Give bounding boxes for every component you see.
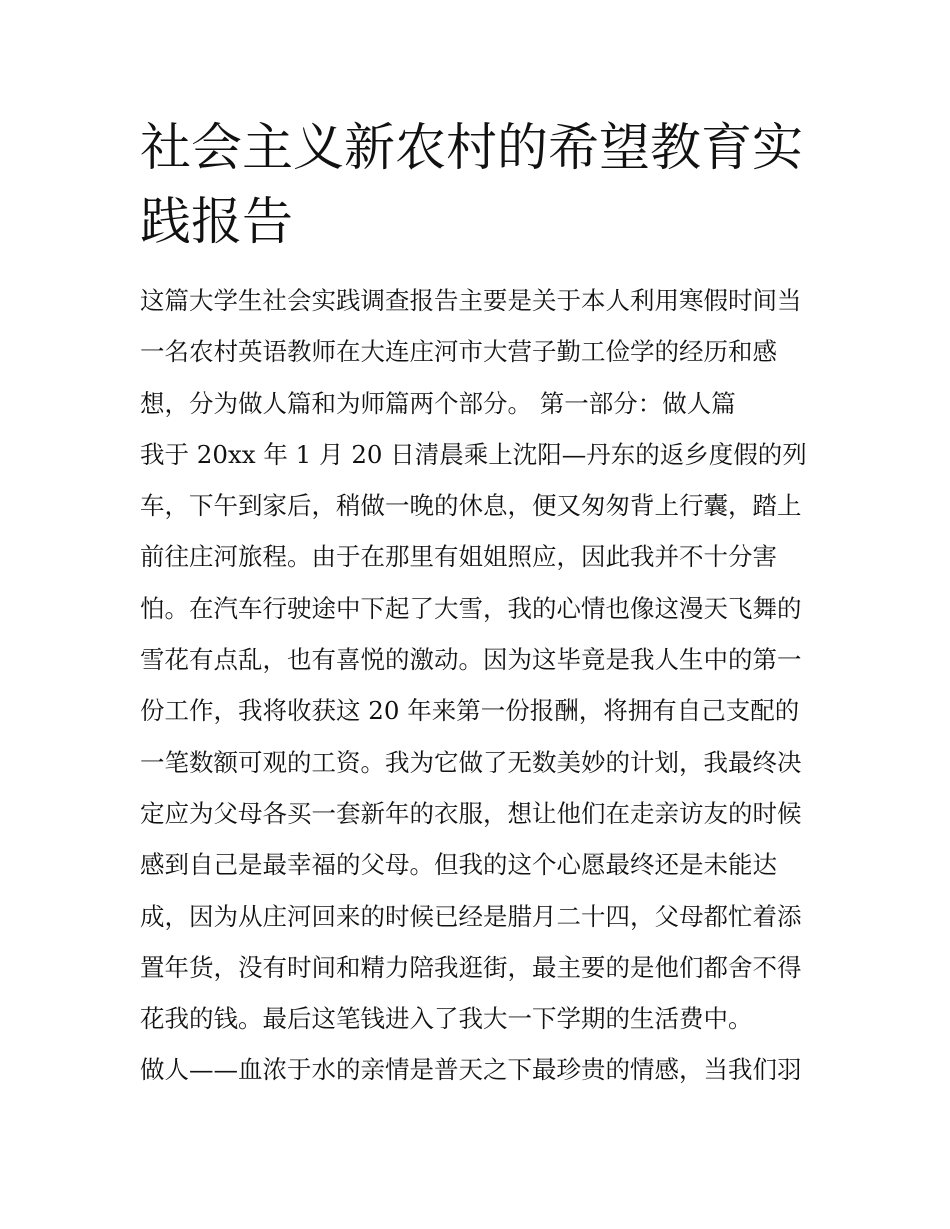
body-line: 车，下午到家后，稍做一晚的休息，便又匆匆背上行囊，踏上 [140, 491, 802, 521]
body-line: 我于 20xx 年 1 月 20 日清晨乘上沈阳—丹东的返乡度假的列 [140, 439, 807, 469]
body-line: 置年货，没有时间和精力陪我逛街，最主要的是他们都舍不得 [140, 952, 802, 982]
body-line: 一名农村英语教师在大连庄河市大营子勤工俭学的经历和感 [140, 337, 777, 367]
body-line: 花我的钱。最后这笔钱进入了我大一下学期的生活费中。 [140, 1004, 753, 1034]
body-line: 份工作，我将收获这 20 年来第一份报酬，将拥有自己支配的 [140, 696, 800, 726]
body-line: 雪花有点乱，也有喜悦的激动。因为这毕竟是我人生中的第一 [140, 645, 802, 675]
title-line-1: 社会主义新农村的希望教育实 [140, 119, 804, 178]
body-line: 这篇大学生社会实践调查报告主要是关于本人利用寒假时间当 [140, 286, 802, 315]
body-line: 怕。在汽车行驶途中下起了大雪，我的心情也像这漫天飞舞的 [140, 593, 802, 623]
document-body [140, 280, 820, 1101]
document-title [140, 112, 820, 260]
body-line: 做人——血浓于水的亲情是普天之下最珍贵的情感，当我们羽 [140, 1055, 802, 1085]
title-line-2: 践报告 [140, 193, 294, 252]
body-line: 成，因为从庄河回来的时候已经是腊月二十四，父母都忙着添 [140, 901, 802, 931]
body-line: 想，分为做人篇和为师篇两个部分。 第一部分：做人篇 [140, 388, 736, 418]
body-line: 定应为父母各买一套新年的衣服，想让他们在走亲访友的时候 [140, 798, 802, 828]
body-line: 感到自己是最幸福的父母。但我的这个心愿最终还是未能达 [140, 850, 777, 880]
body-line: 前往庄河旅程。由于在那里有姐姐照应，因此我并不十分害 [140, 542, 777, 572]
body-line: 一笔数额可观的工资。我为它做了无数美妙的计划，我最终决 [140, 747, 802, 777]
